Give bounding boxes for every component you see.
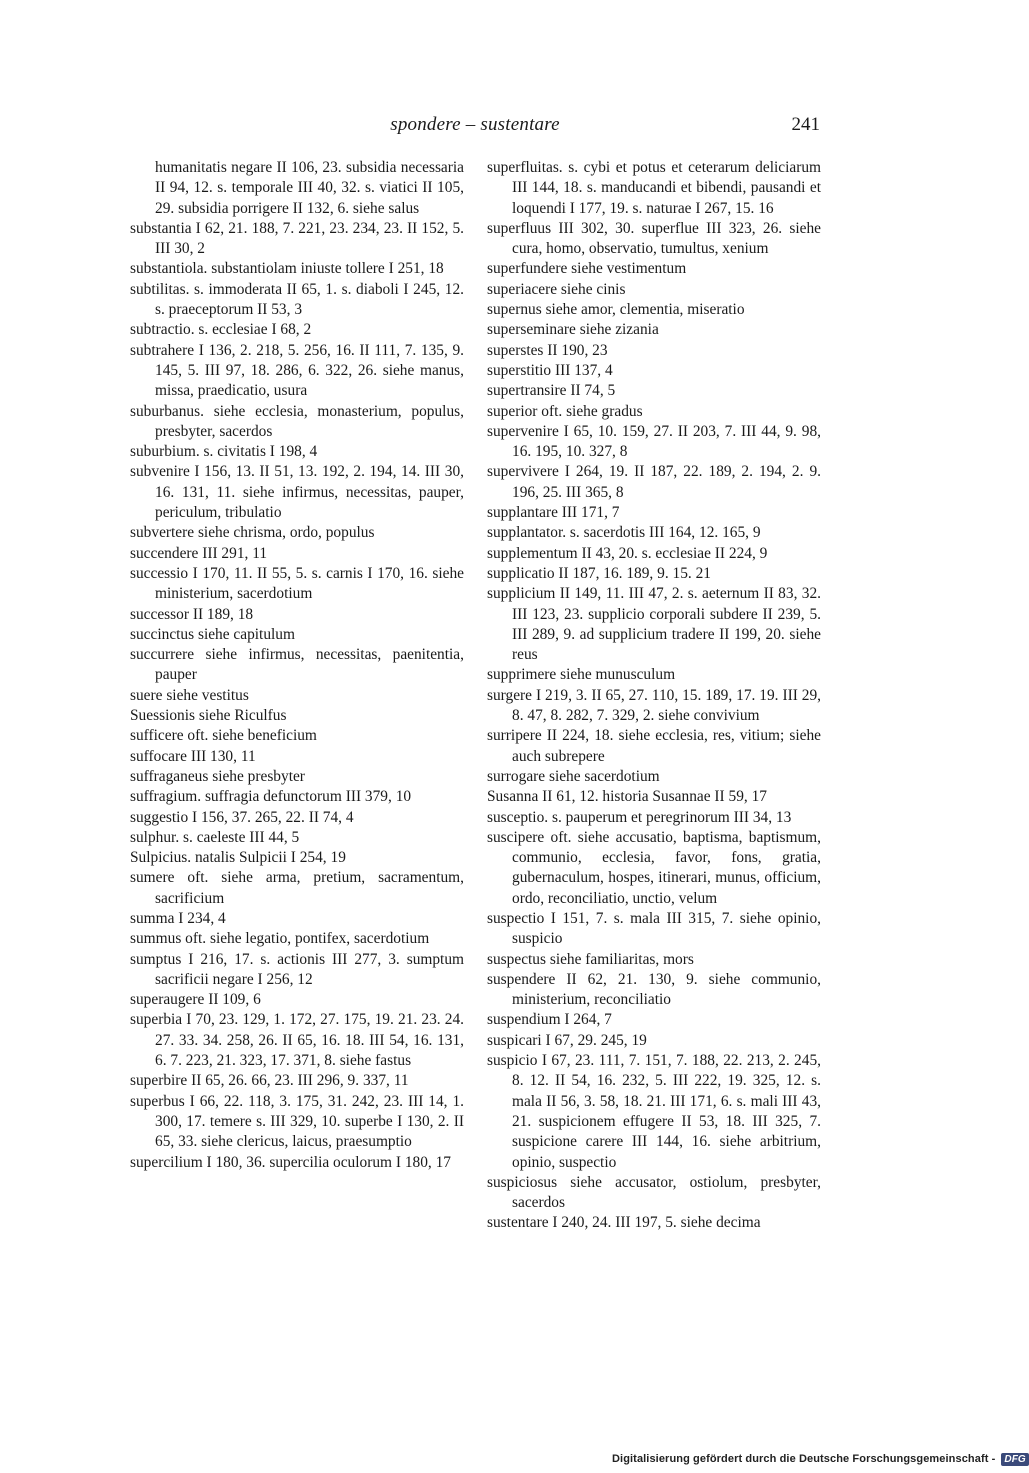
index-entry: supernus siehe amor, clementia, miseratio [487,301,745,319]
index-entry: suspicari I 67, 29. 245, 19 [487,1031,647,1049]
index-entry: superfluus III 302, 30. superflue III 323, 26. siehe cura, homo, observatio, tumultus, xenium [487,219,821,258]
index-entry: supplantator. s. sacerdotis III 164, 12. 165, 9 [487,524,761,542]
index-entry: suspendere II 62, 21. 130, 9. siehe communio, ministerium, reconciliatio [487,970,821,1009]
index-entry: superfundere siehe vestimentum [487,260,687,278]
index-entry: Suessionis siehe Riculfus [130,707,287,725]
index-entry: suffocare III 130, 11 [130,747,256,765]
index-entry: substantia I 62, 21. 188, 7. 221, 23. 234, 23. II 152, 5. III 30, 2 [130,219,464,258]
index-entry: supercilium I 180, 36. supercilia oculorum I 180, 17 [130,1153,452,1171]
page-header [130,114,820,140]
index-entry: suscipere oft. siehe accusatio, baptisma, baptismum, communio, ecclesia, favor, fons, gratia, gubernaculum, hospes, itinerari, munus, officium, ordo, reconciliatio, unctio, velum [487,828,821,907]
index-entry: substantiola. substantiolam iniuste tollere I 251, 18 [130,260,444,278]
index-entry: supplicium II 149, 11. III 47, 2. s. aeternum II 83, 32. III 123, 23. supplicio corporali subdere II 239, 5. III 289, 9. ad supplicium tradere II 199, 20. siehe reus [487,585,821,664]
index-column-right [487,158,821,1234]
index-entry: sufficere oft. siehe beneficium [130,727,317,745]
index-entry: succendere III 291, 11 [130,544,268,562]
index-entry: Sulpicius. natalis Sulpicii I 254, 19 [130,849,346,867]
index-entry: summa I 234, 4 [130,909,226,927]
index-entry: supplantare III 171, 7 [487,504,620,522]
index-entry: superior oft. siehe gradus [487,402,643,420]
index-entry: suspectio I 151, 7. s. mala III 315, 7. siehe opinio, suspicio [487,909,821,948]
footer-text: Digitalisierung gefördert durch die Deutsche Forschungsgemeinschaft - [612,1453,996,1465]
index-entry: supervenire I 65, 10. 159, 27. II 203, 7. III 44, 9. 98, 16. 195, 10. 327, 8 [487,422,821,461]
dfg-logo: DFG [1001,1453,1028,1466]
index-entry: supplementum II 43, 20. s. ecclesiae II 224, 9 [487,544,768,562]
index-entry: supplicatio II 187, 16. 189, 9. 15. 21 [487,564,711,582]
index-entry: subtractio. s. ecclesiae I 68, 2 [130,321,312,339]
index-entry: superiacere siehe cinis [487,280,626,298]
index-entry: superbire II 65, 26. 66, 23. III 296, 9. 337, 11 [130,1072,409,1090]
index-entry: subvertere siehe chrisma, ordo, populus [130,524,375,542]
index-entry: susceptio. s. pauperum et peregrinorum III 34, 13 [487,808,792,826]
index-entry: superbia I 70, 23. 129, 1. 172, 27. 175, 19. 21. 23. 24. 27. 33. 34. 258, 26. II 65, 16. 18. III 54, 16. 131, 6. 7. 223, 21. 323, 17. 371, 8. siehe fastus [130,1011,464,1070]
page-number: 241 [791,114,820,135]
index-entry: suere siehe vestitus [130,686,249,704]
index-entry: superstes II 190, 23 [487,341,608,359]
index-entry: suburbium. s. civitatis I 198, 4 [130,443,318,461]
index-entry: subtilitas. s. immoderata II 65, 1. s. diaboli I 245, 12. s. praeceptorum II 53, 3 [130,280,464,319]
digitization-footer [612,1450,1029,1468]
index-entry: suspiciosus siehe accusator, ostiolum, presbyter, sacerdos [487,1173,821,1212]
index-entry: succinctus siehe capitulum [130,625,295,643]
index-column-left [130,158,464,1173]
index-entry: sulphur. s. caeleste III 44, 5 [130,828,300,846]
index-entry: suburbanus. siehe ecclesia, monasterium, populus, presbyter, sacerdos [130,402,464,440]
index-entry: suspectus siehe familiaritas, mors [487,950,694,968]
index-entry: suggestio I 156, 37. 265, 22. II 74, 4 [130,808,354,826]
index-entry: sumere oft. siehe arma, pretium, sacramentum, sacrificium [130,869,464,907]
index-entry: suspendium I 264, 7 [487,1011,612,1029]
index-entry: successio I 170, 11. II 55, 5. s. carnis I 170, 16. siehe ministerium, sacerdotium [130,564,464,603]
index-entry: sumptus I 216, 17. s. actionis III 277, 3. sumptum sacrificii negare I 256, 12 [130,950,464,988]
index-entry: surrogare siehe sacerdotium [487,767,660,785]
index-entry: suffraganeus siehe presbyter [130,767,305,785]
index-entry: suspicio I 67, 23. 111, 7. 151, 7. 188, 22. 213, 2. 245, 8. 12. II 54, 16. 232, 5. III 222, 19. 325, 12. s. mala II 56, 3. 58, 18. 21. III 171, 6. s. mali III 43, 21. suspicionem effugere II 53, 18. III 325, 7. suspicione carere III 144, 16. siehe arbitrium, opinio, suspectio [487,1052,821,1171]
index-entry: superbus I 66, 22. 118, 3. 175, 31. 242, 23. III 14, 1. 300, 17. temere s. III 329, 10. superbe I 130, 2. II 65, 33. siehe clericus, laicus, praesumptio [130,1092,464,1151]
index-entry: supertransire II 74, 5 [487,382,616,400]
index-entry: humanitatis negare II 106, 23. subsidia necessaria II 94, 12. s. temporale III 40, 32. s. viatici II 105, 29. subsidia porrigere II 132, 6. siehe salus [155,159,464,217]
index-entry: superaugere II 109, 6 [130,991,261,1009]
index-entry: suffragium. suffragia defunctorum III 379, 10 [130,788,412,806]
index-entry: summus oft. siehe legatio, pontifex, sacerdotium [130,930,430,948]
index-entry: surgere I 219, 3. II 65, 27. 110, 15. 189, 17. 19. III 29, 8. 47, 8. 282, 7. 329, 2. siehe convivium [487,686,821,725]
index-entry: supervivere I 264, 19. II 187, 22. 189, 2. 194, 2. 9. 196, 25. III 365, 8 [487,463,821,501]
index-entry: successor II 189, 18 [130,605,254,623]
index-entry: sustentare I 240, 24. III 197, 5. siehe decima [487,1214,761,1232]
index-entry: subvenire I 156, 13. II 51, 13. 192, 2. 194, 14. III 30, 16. 131, 11. siehe infirmus, necessitas, pauper, periculum, tribulatio [130,463,464,522]
index-entry: succurrere siehe infirmus, necessitas, paenitentia, pauper [130,646,464,684]
index-entry: supprimere siehe munusculum [487,666,676,684]
index-entry: superfluitas. s. cybi et potus et ceterarum deliciarum III 144, 18. s. manducandi et bibendi, pausandi et loquendi I 177, 19. s. naturae I 267, 15. 16 [487,159,821,217]
index-entry: superstitio III 137, 4 [487,361,613,379]
running-title: spondere – sustentare [390,114,560,135]
index-entry: subtrahere I 136, 2. 218, 5. 256, 16. II 111, 7. 135, 9. 145, 5. III 97, 18. 286, 6. 322, 26. siehe manus, missa, praedicatio, usura [130,341,464,400]
index-entry: surripere II 224, 18. siehe ecclesia, res, vitium; siehe auch subrepere [487,727,821,765]
index-entry: superseminare siehe zizania [487,321,659,339]
index-entry: Susanna II 61, 12. historia Susannae II 59, 17 [487,788,767,806]
